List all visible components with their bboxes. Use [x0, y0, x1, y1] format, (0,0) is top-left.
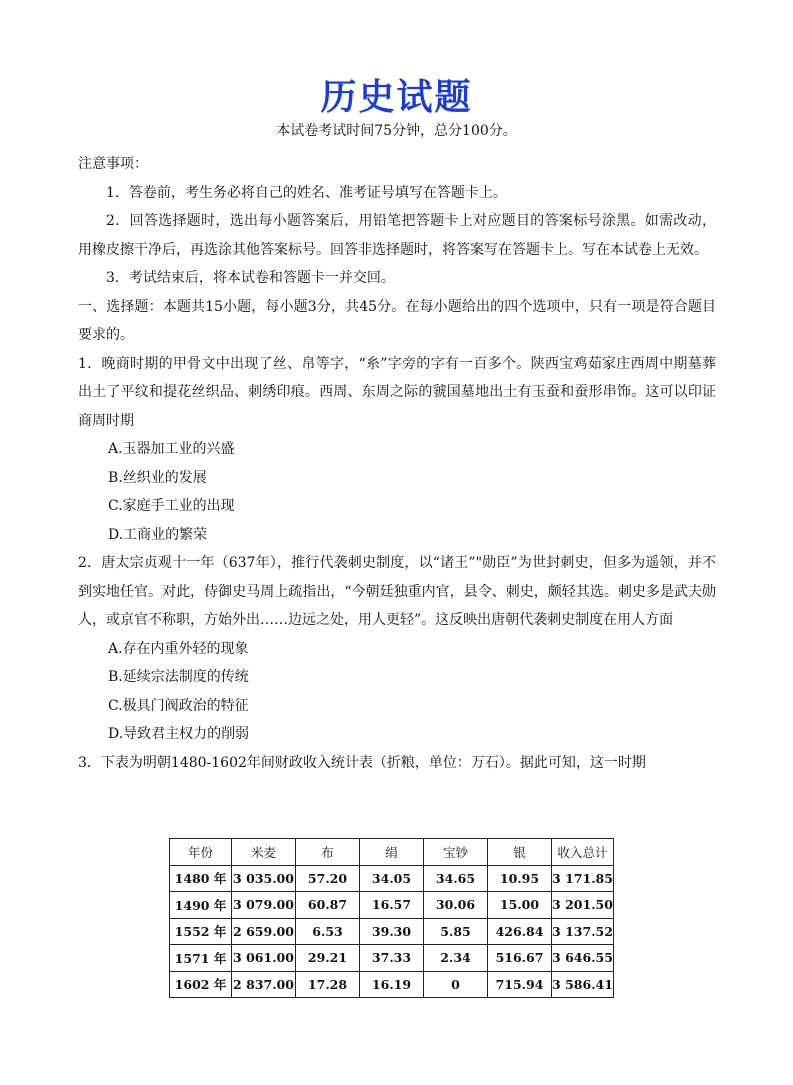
table-cell: 1490 年 — [170, 892, 232, 919]
question-stem: 1．晚商时期的甲骨文中出现了丝、帛等字，“糸”字旁的字有一百多个。陕西宝鸡茹家庄西周中期墓葬出土了平纹和提花丝织品、刺绣印痕。西周、东周之际的虢国墓地出土有玉蚕和蚕形串饰。这可以印证商周时期 — [78, 355, 716, 429]
table-header-cell: 年份 — [170, 839, 232, 866]
table-cell: 1571 年 — [170, 945, 232, 972]
option-d: D.导致君主权力的削弱 — [108, 726, 250, 742]
table-cell: 30.06 — [424, 892, 488, 919]
table-cell: 3 079.00 — [232, 892, 296, 919]
table-row — [170, 945, 614, 972]
table-header-row — [170, 839, 614, 866]
table-cell: 3 201.50 — [552, 892, 614, 919]
table-header-cell: 宝钞 — [424, 839, 488, 866]
table-cell: 17.28 — [296, 971, 360, 998]
option-a: A.玉器加工业的兴盛 — [108, 441, 235, 457]
table-row — [170, 892, 614, 919]
table-header-cell: 收入总计 — [552, 839, 614, 866]
table-cell: 15.00 — [488, 892, 552, 919]
option-c: C.家庭手工业的出现 — [108, 498, 235, 514]
option-b: B.丝织业的发展 — [108, 469, 207, 486]
notice-heading: 注意事项： — [78, 156, 148, 172]
question-stem: 2．唐太宗贞观十一年（637年），推行代袭刺史制度，以“诸王”"勋臣”为世封刺史，但多为遥领，并不到实地任官。对此，侍御史马周上疏指出，“今朝廷独重内官，县令、刺史，颇轻其选。刺史多是武夫勋人，或京官不称职，方始外出……边远之处，用人更轻”。这反映出唐朝代袭刺史制度在用人方面 — [78, 555, 716, 628]
table-row — [170, 918, 614, 945]
table-cell: 3 035.00 — [232, 865, 296, 892]
option-a: A.存在内重外轻的现象 — [108, 640, 249, 657]
table-cell: 0 — [424, 971, 488, 998]
table-header-cell: 布 — [296, 839, 360, 866]
table-header-cell: 银 — [488, 839, 552, 866]
exam-duration-note: 本试卷考试时间75分钟，总分100分。 — [276, 123, 517, 139]
page-title: 历史试题 — [320, 77, 473, 118]
table-cell: 5.85 — [424, 918, 488, 945]
table-cell: 60.87 — [296, 892, 360, 919]
table-cell: 34.05 — [360, 865, 424, 892]
fiscal-revenue-table — [169, 838, 614, 998]
table-cell: 6.53 — [296, 918, 360, 945]
notice-item: 1．答卷前，考生务必将自己的姓名、准考证号填写在答题卡上。 — [106, 184, 507, 201]
table-cell: 2 659.00 — [232, 918, 296, 945]
table-cell: 3 137.52 — [552, 918, 614, 945]
table-cell: 1602 年 — [170, 971, 232, 998]
table-cell: 3 061.00 — [232, 945, 296, 972]
table-cell: 3 646.55 — [552, 945, 614, 972]
table-cell: 3 586.41 — [552, 971, 614, 998]
notice-item: 3．考试结束后，将本试卷和答题卡一并交回。 — [106, 270, 395, 286]
option-b: B.延续宗法制度的传统 — [108, 669, 249, 685]
table-cell: 426.84 — [488, 918, 552, 945]
table-cell: 1480 年 — [170, 865, 232, 892]
notice-item: 2．回答选择题时，选出每小题答案后，用铅笔把答题卡上对应题目的答案标号涂黑。如需改动，用橡皮擦干净后，再选涂其他答案标号。回答非选择题时，将答案写在答题卡上。写在本试卷上无效。 — [78, 213, 716, 258]
table-header-cell: 米麦 — [232, 839, 296, 866]
option-d: D.工商业的繁荣 — [108, 526, 208, 543]
table-cell: 2.34 — [424, 945, 488, 972]
table-row — [170, 865, 614, 892]
table-cell: 16.57 — [360, 892, 424, 919]
option-c: C.极具门阀政治的特征 — [108, 697, 249, 714]
section-heading: 一、选择题：本题共15小题，每小题3分，共45分。在每小题给出的四个选项中，只有一项是符合题目要求的。 — [78, 298, 716, 343]
table-cell: 37.33 — [360, 945, 424, 972]
table-cell: 516.67 — [488, 945, 552, 972]
table-cell: 34.65 — [424, 865, 488, 892]
table-cell: 57.20 — [296, 865, 360, 892]
table-cell: 2 837.00 — [232, 971, 296, 998]
table-cell: 39.30 — [360, 918, 424, 945]
table-cell: 3 171.85 — [552, 865, 614, 892]
table-row — [170, 971, 614, 998]
table-cell: 29.21 — [296, 945, 360, 972]
table-cell: 10.95 — [488, 865, 552, 892]
table-cell: 1552 年 — [170, 918, 232, 945]
exam-content — [78, 150, 716, 777]
table-cell: 16.19 — [360, 971, 424, 998]
table-cell: 715.94 — [488, 971, 552, 998]
table-header-cell: 绢 — [360, 839, 424, 866]
question-stem: 3．下表为明朝1480-1602年间财政收入统计表（折粮，单位：万石）。据此可知，这一时期 — [78, 754, 646, 771]
